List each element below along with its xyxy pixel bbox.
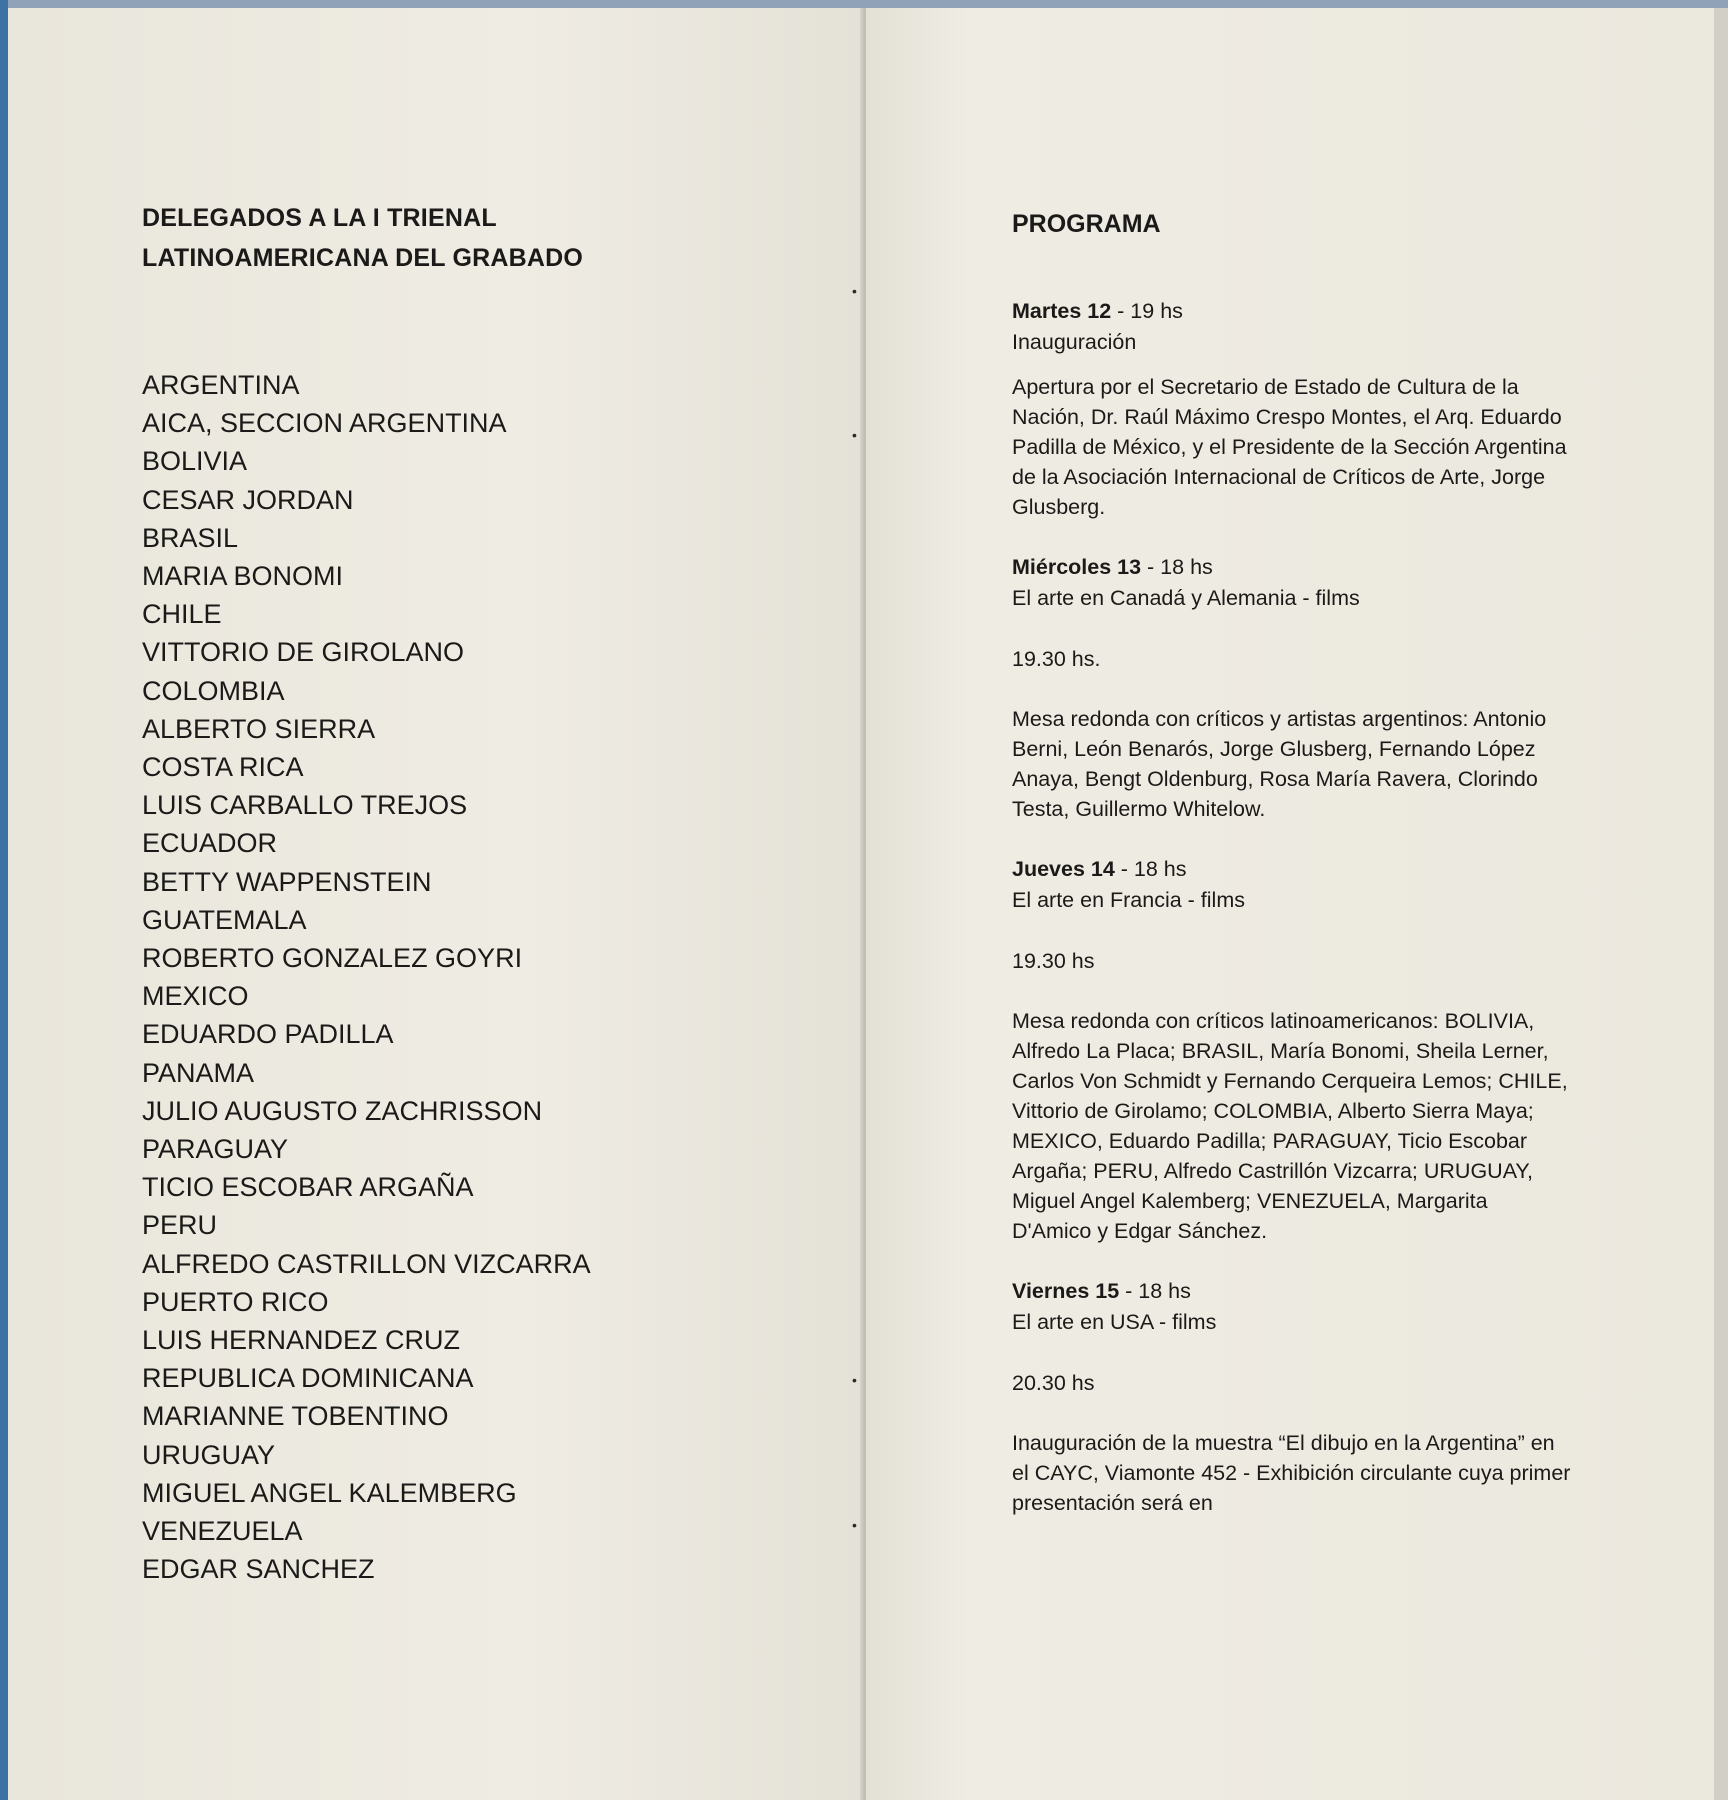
event-detail: 19.30 hs bbox=[1012, 949, 1095, 973]
delegate-entry: MIGUEL ANGEL KALEMBERG bbox=[142, 1477, 517, 1508]
delegate-entry: COLOMBIA bbox=[142, 675, 285, 706]
delegate-entry: AICA, SECCION ARGENTINA bbox=[142, 408, 507, 439]
program-events bbox=[1012, 296, 1572, 1518]
delegate-entry: BRASIL bbox=[142, 522, 239, 553]
delegate-entry: ROBERTO GONZALEZ GOYRI bbox=[142, 943, 523, 974]
cover-edge bbox=[0, 0, 8, 1800]
event-date-line bbox=[1012, 552, 1572, 583]
program-event bbox=[1012, 1276, 1572, 1518]
delegate-entry: VITTORIO DE GIROLANO bbox=[142, 637, 465, 668]
event-detail: Mesa redonda con críticos y artistas argentinos: Antonio Berni, León Benarós, Jorge Glusberg, Fernando López Anaya, Bengt Oldenburg, Rosa María Ravera, Clorindo Testa, Guillermo Whitelow. bbox=[1012, 707, 1547, 821]
delegate-entry: ALFREDO CASTRILLON VIZCARRA bbox=[142, 1248, 591, 1279]
delegate-entry: MEXICO bbox=[142, 981, 249, 1012]
event-detail: 19.30 hs. bbox=[1012, 647, 1101, 671]
staple-mark: • bbox=[852, 283, 857, 299]
event-day: Viernes 15 bbox=[1012, 1279, 1120, 1303]
delegate-entry: REPUBLICA DOMINICANA bbox=[142, 1363, 474, 1394]
delegate-entry: GUATEMALA bbox=[142, 904, 307, 935]
event-title: El arte en Canadá y Alemania - films bbox=[1012, 586, 1360, 610]
delegate-entry: PUERTO RICO bbox=[142, 1286, 329, 1317]
event-title: Inauguración bbox=[1012, 330, 1137, 354]
delegate-entry: BETTY WAPPENSTEIN bbox=[142, 866, 432, 897]
delegate-entry: CESAR JORDAN bbox=[142, 484, 354, 515]
delegate-entry: PANAMA bbox=[142, 1057, 255, 1088]
program-event bbox=[1012, 854, 1572, 1246]
delegate-entry: ECUADOR bbox=[142, 828, 278, 859]
event-detail: Apertura por el Secretario de Estado de Cultura de la Nación, Dr. Raúl Máximo Crespo Montes, el Arq. Eduardo Padilla de México, y el Presidente de la Sección Argentina de la Asociación Internacional de Críticos de Arte, Jorge Glusberg. bbox=[1012, 375, 1567, 519]
delegate-entry: ALBERTO SIERRA bbox=[142, 713, 376, 744]
event-title: El arte en Francia - films bbox=[1012, 888, 1245, 912]
delegate-entry: MARIANNE TOBENTINO bbox=[142, 1401, 449, 1432]
page-edge bbox=[1714, 8, 1728, 1800]
delegates-list bbox=[142, 366, 782, 1589]
staple-mark: • bbox=[852, 1517, 857, 1533]
event-detail: 20.30 hs bbox=[1012, 1371, 1095, 1395]
delegate-entry: ARGENTINA bbox=[142, 370, 300, 400]
program-event bbox=[1012, 552, 1572, 824]
delegate-entry: BOLIVIA bbox=[142, 446, 248, 477]
delegate-entry: PERU bbox=[142, 1210, 218, 1241]
heading-line: LATINOAMERICANA DEL GRABADO bbox=[142, 244, 584, 272]
event-time: - 18 hs bbox=[1119, 1279, 1191, 1303]
delegate-entry: JULIO AUGUSTO ZACHRISSON bbox=[142, 1095, 543, 1126]
delegates-section bbox=[142, 198, 782, 1589]
event-time: - 18 hs bbox=[1141, 555, 1213, 579]
delegates-heading bbox=[142, 198, 782, 278]
staple-mark: • bbox=[852, 427, 857, 443]
event-day: Martes 12 bbox=[1012, 299, 1112, 323]
delegate-entry: MARIA BONOMI bbox=[142, 561, 344, 592]
delegate-entry: CHILE bbox=[142, 599, 222, 630]
delegate-entry: LUIS HERNANDEZ CRUZ bbox=[142, 1325, 461, 1356]
event-date-line bbox=[1012, 854, 1572, 885]
event-date-line bbox=[1012, 296, 1572, 327]
event-day: Jueves 14 bbox=[1012, 857, 1115, 881]
delegate-entry: URUGUAY bbox=[142, 1439, 276, 1470]
program-event bbox=[1012, 296, 1572, 522]
delegate-entry: EDUARDO PADILLA bbox=[142, 1019, 394, 1050]
program-heading: PROGRAMA bbox=[1012, 210, 1161, 238]
delegate-entry: VENEZUELA bbox=[142, 1516, 303, 1547]
program-section bbox=[1012, 208, 1572, 1518]
event-title: El arte en USA - films bbox=[1012, 1310, 1217, 1334]
staple-mark: • bbox=[852, 1372, 857, 1388]
event-detail: Inauguración de la muestra “El dibujo en la Argentina” en el CAYC, Viamonte 452 - Exhibición circulante cuya primer presentación será en bbox=[1012, 1431, 1571, 1515]
heading-line: DELEGADOS A LA I TRIENAL bbox=[142, 204, 497, 232]
event-date-line bbox=[1012, 1276, 1572, 1307]
delegate-entry: LUIS CARBALLO TREJOS bbox=[142, 790, 468, 821]
delegate-entry: EDGAR SANCHEZ bbox=[142, 1554, 375, 1585]
delegate-entry: PARAGUAY bbox=[142, 1134, 289, 1165]
delegate-entry: TICIO ESCOBAR ARGAÑA bbox=[142, 1172, 474, 1203]
event-time: - 19 hs bbox=[1111, 299, 1183, 323]
event-day: Miércoles 13 bbox=[1012, 555, 1142, 579]
event-detail: Mesa redonda con críticos latinoamericanos: BOLIVIA, Alfredo La Placa; BRASIL, María Bonomi, Sheila Lerner, Carlos Von Schmidt y Fernando Cerqueira Lemos; CHILE, Vittorio de Girolamo; COLOMBIA, Alberto Sierra Maya; MEXICO, Eduardo Padilla; PARAGUAY, Ticio Escobar Argaña; PERU, Alfredo Castrillón Vizcarra; URUGUAY, Miguel Angel Kalemberg; VENEZUELA, Margarita D'Amico y Edgar Sánchez. bbox=[1012, 1009, 1568, 1243]
event-time: - 18 hs bbox=[1114, 857, 1187, 881]
delegate-entry: COSTA RICA bbox=[142, 752, 304, 783]
